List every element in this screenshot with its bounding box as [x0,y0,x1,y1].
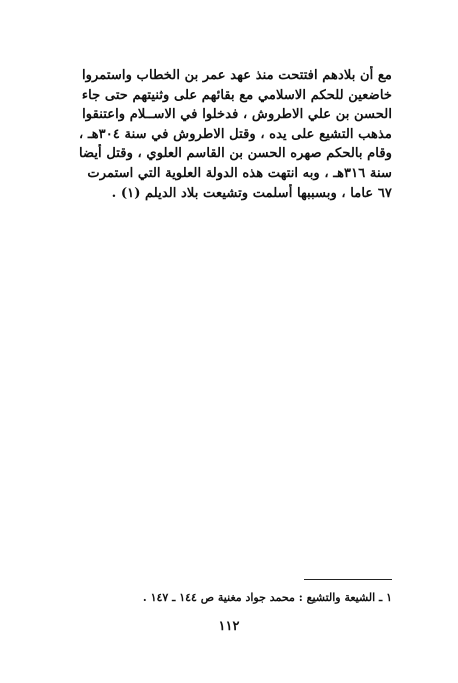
body-line: الحسن بن علي الاطروش ، فدخلوا في الاســلام واعتنقوا [82,107,392,123]
body-line: مع أن بلادهم افتتحت منذ عهد عمر بن الخطاب واستمروا [81,68,392,83]
body-paragraph [62,66,392,203]
body-line: مذهب التشيع على يده ، وقتل الاطروش في سنة ٣٠٤هـ ، [79,126,392,142]
body-line: سنة ٣١٦هـ ، وبه انتهت هذه الدولة العلوية التي استمرت [87,165,392,181]
footnote: ١ ـ الشيعة والتشيع : محمد جواد مغنية ص ١٤٤ ـ ١٤٧ . [142,591,392,604]
footnote-separator [304,579,392,580]
body-line: خاضعين للحكم الاسلامي مع بقائهم على وثنيتهم حتى جاء [81,87,392,103]
body-line: ٦٧ عاما ، وبسببها أسلمت وتشيعت بلاد الديلم (١) . [111,185,392,201]
body-line: وقام بالحكم صهره الحسن بن القاسم العلوي ، وقتل أيضا [78,146,392,162]
page-number: ١١٢ [218,619,240,634]
